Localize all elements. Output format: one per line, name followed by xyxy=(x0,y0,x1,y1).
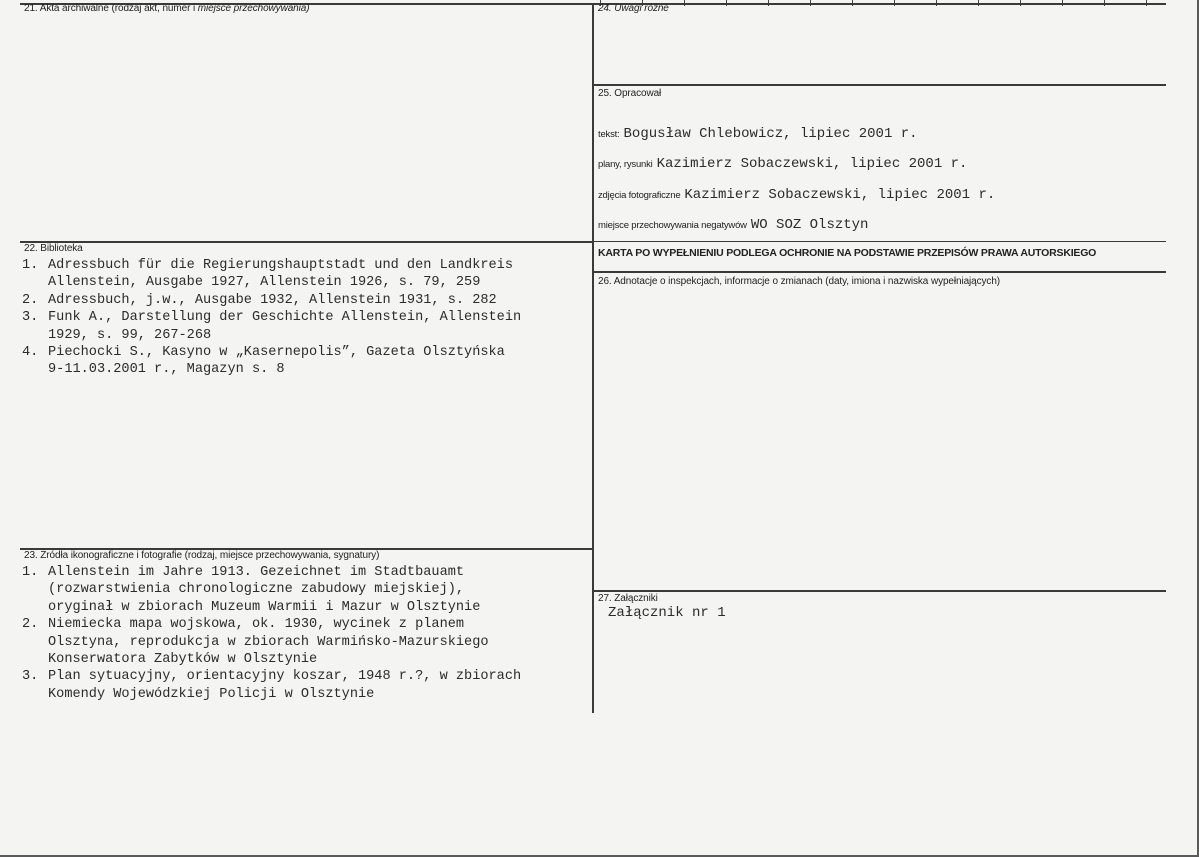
divider-s27 xyxy=(594,590,1166,592)
section-24-title: 24. Uwagi różne xyxy=(598,3,669,14)
list-item: 3. Plan sytuacyjny, orientacyjny koszar, 1948 r.?, w zbiorach Komendy Wojewódzkiej Policji w Olsztynie xyxy=(22,669,522,702)
list-item: 2. Adressbuch, j.w., Ausgabe 1932, Allenstein 1931, s. 282 xyxy=(22,292,497,308)
author-plans-label: plany, rysunki xyxy=(598,159,653,170)
author-plans-value: Kazimierz Sobaczewski, lipiec 2001 r. xyxy=(656,156,968,172)
divider-s25 xyxy=(594,84,1166,86)
author-photos-row xyxy=(598,185,995,204)
author-text-value: Bogusław Chlebowicz, lipiec 2001 r. xyxy=(623,126,918,142)
list-item: 3. Funk A., Darstellung der Geschichte Allenstein, Allenstein 1929, s. 99, 267-268 xyxy=(22,310,522,343)
list-item: 1. Allenstein im Jahre 1913. Gezeichnet im Stadtbauamt (rozwarstwienia chronologiczne zabudowy miejskiej), oryginał w zbiorach Muzeum Warmii i Mazur w Olsztynie xyxy=(22,565,481,615)
negatives-location-value: WO SOZ Olsztyn xyxy=(750,217,869,233)
bibliography-list xyxy=(22,257,521,379)
section-26-title: 26. Adnotacje o inspekcjach, informacje o zmianach (daty, imiona i nazwiska wypełniających) xyxy=(598,276,1001,287)
author-photos-label: zdjęcia fotograficzne xyxy=(598,190,681,201)
author-text-row xyxy=(598,124,918,143)
negatives-location-label: miejsce przechowywania negatywów xyxy=(598,220,747,231)
author-plans-row xyxy=(598,154,967,173)
vertical-divider xyxy=(592,3,594,713)
section-27-title: 27. Załączniki xyxy=(598,593,658,604)
section-21-title: 21. Akta archiwalne (rodzaj akt, numer i miejsce przechowywania) xyxy=(24,3,310,14)
author-photos-value: Kazimierz Sobaczewski, lipiec 2001 r. xyxy=(684,187,996,203)
copyright-notice: KARTA PO WYPEŁNIENIU PODLEGA OCHRONIE NA PODSTAWIE PRZEPISÓW PRAWA AUTORSKIEGO xyxy=(598,247,1097,259)
list-item: 4. Piechocki S., Kasyno w „Kasernepolis”, Gazeta Olsztyńska 9-11.03.2001 r., Magazyn s. 8 xyxy=(22,345,505,378)
divider-s22 xyxy=(20,241,593,243)
section-23-title: 23. Źródła ikonograficzne i fotografie (rodzaj, miejsce przechowywania, sygnatury) xyxy=(24,550,380,561)
section-22-title: 22. Biblioteka xyxy=(24,243,83,254)
author-text-label: tekst: xyxy=(598,129,620,140)
iconographic-sources-list xyxy=(22,564,521,703)
divider-notice xyxy=(594,241,1166,242)
list-item: 2. Niemiecka mapa wojskowa, ok. 1930, wycinek z planem Olsztyna, reprodukcja w zbiorach Warmińsko-Mazurskiego Konserwatora Zabytków w Olsztynie xyxy=(22,617,489,668)
section-25-title: 25. Opracował xyxy=(598,88,662,99)
negatives-location-row xyxy=(598,215,868,234)
divider-s26 xyxy=(594,271,1166,273)
list-item: 1. Adressbuch für die Regierungshauptstadt und den Landkreis Allenstein, Ausgabe 1927, Allenstein 1926, s. 79, 259 xyxy=(22,258,513,291)
attachment-value: Załącznik nr 1 xyxy=(608,605,726,621)
